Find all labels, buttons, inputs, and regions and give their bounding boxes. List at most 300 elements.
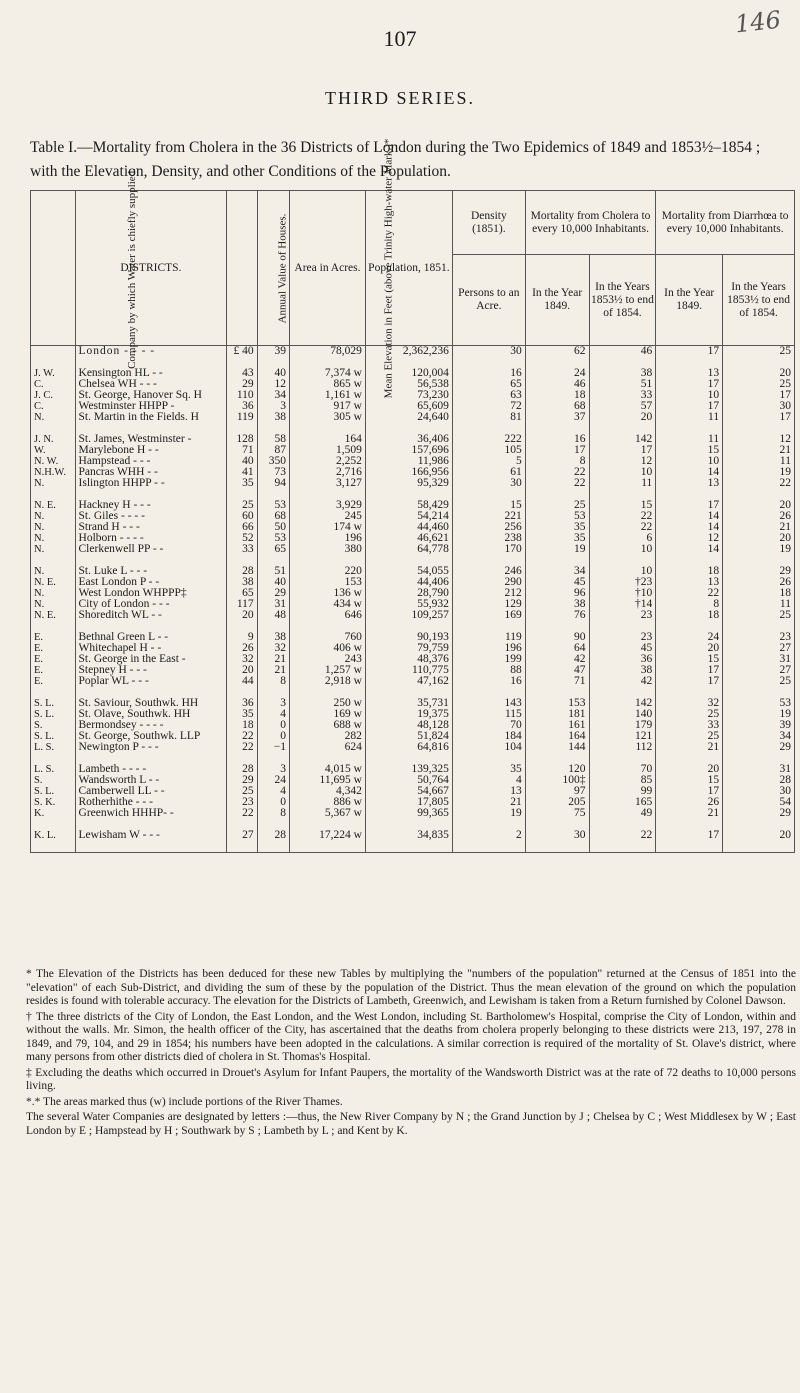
diarrhoea-1849-cell: 17 — [656, 830, 723, 841]
spacer-row — [31, 423, 795, 434]
company-cell: J. C. — [31, 390, 76, 401]
density-cell: 5 — [452, 456, 525, 467]
table-row — [31, 610, 795, 621]
company-cell: S. L. — [31, 709, 76, 720]
cholera-1849-cell — [525, 555, 589, 566]
population-cell: 95,329 — [365, 478, 452, 489]
elevation-cell: 4 — [257, 786, 289, 797]
diarrhoea-1849-cell: 18 — [656, 610, 723, 621]
population-cell — [365, 687, 452, 698]
population-cell: 110,775 — [365, 665, 452, 676]
cholera-1853-cell: 33 — [589, 390, 656, 401]
company-cell: N. — [31, 588, 76, 599]
area-cell: 624 — [290, 742, 366, 753]
table-row — [31, 742, 795, 753]
cholera-1849-cell — [525, 621, 589, 632]
company-cell — [31, 841, 76, 853]
diarrhoea-1853-cell: 25 — [723, 379, 795, 390]
district-cell — [75, 489, 227, 500]
area-cell: 220 — [290, 566, 366, 577]
density-cell: 19 — [452, 808, 525, 819]
population-cell: 50,764 — [365, 775, 452, 786]
district-cell — [75, 753, 227, 764]
diarrhoea-1849-cell: 8 — [656, 599, 723, 610]
diarrhoea-1853-cell — [723, 489, 795, 500]
cholera-1853-cell — [589, 555, 656, 566]
elevation-cell: 32 — [257, 643, 289, 654]
header-area: Area in Acres. — [290, 191, 366, 346]
cholera-1853-cell: 36 — [589, 654, 656, 665]
area-cell — [290, 687, 366, 698]
population-cell: 54,055 — [365, 566, 452, 577]
district-cell — [75, 841, 227, 853]
district-cell: Hampstead - - - — [75, 456, 227, 467]
district-cell: Westminster HHPP - — [75, 401, 227, 412]
cholera-1853-cell — [589, 687, 656, 698]
population-cell — [365, 841, 452, 853]
area-cell: 2,918 w — [290, 676, 366, 687]
diarrhoea-1849-cell — [656, 357, 723, 368]
cholera-1849-cell: 30 — [525, 830, 589, 841]
density-cell: 222 — [452, 434, 525, 445]
district-cell: Bermondsey - - - - — [75, 720, 227, 731]
cholera-1853-cell: 6 — [589, 533, 656, 544]
cholera-1849-cell: 64 — [525, 643, 589, 654]
diarrhoea-1853-cell: 54 — [723, 797, 795, 808]
company-cell: E. — [31, 654, 76, 665]
population-cell: 19,375 — [365, 709, 452, 720]
district-cell: City of London - - - — [75, 599, 227, 610]
header-cholera-1853: In the Years 1853½ to end of 1854. — [589, 255, 656, 346]
area-cell: 646 — [290, 610, 366, 621]
cholera-1853-cell: 179 — [589, 720, 656, 731]
cholera-1849-cell: 205 — [525, 797, 589, 808]
density-cell: 104 — [452, 742, 525, 753]
area-cell: 7,374 w — [290, 368, 366, 379]
annual-value-cell: £ 40 — [227, 346, 257, 358]
cholera-1853-cell: 12 — [589, 456, 656, 467]
header-diarrhoea-1849: In the Year 1849. — [656, 255, 723, 346]
diarrhoea-1849-cell — [656, 753, 723, 764]
district-cell: Strand H - - - — [75, 522, 227, 533]
cholera-1849-cell: 75 — [525, 808, 589, 819]
density-cell: 2 — [452, 830, 525, 841]
cholera-1853-cell: †14 — [589, 599, 656, 610]
population-cell: 73,230 — [365, 390, 452, 401]
diarrhoea-1849-cell: 13 — [656, 368, 723, 379]
district-cell: Poplar WL - - - — [75, 676, 227, 687]
company-cell: S. L. — [31, 731, 76, 742]
area-cell: 153 — [290, 577, 366, 588]
density-cell — [452, 841, 525, 853]
diarrhoea-1849-cell: 15 — [656, 445, 723, 456]
population-cell: 79,759 — [365, 643, 452, 654]
annual-value-cell: 41 — [227, 467, 257, 478]
population-cell — [365, 621, 452, 632]
elevation-cell — [257, 841, 289, 853]
footnote: * The Elevation of the Districts has been deduced for these new Tables by multiplying the "numbers of the population" returned at the Census of 1851 into the "elevation" of each Sub-District, and dividing the sum of these by the population of the District. Thus the mean elevation of the ground on which the population resides is found with tolerable accuracy. The elevation for the Districts of Lambeth, Greenwich, and Lewisham is taken from a Return furnished by Colonel Dawson. — [26, 968, 796, 1007]
density-cell — [452, 819, 525, 830]
cholera-1849-cell: 96 — [525, 588, 589, 599]
diarrhoea-1853-cell — [723, 841, 795, 853]
table-row — [31, 478, 795, 489]
elevation-cell: 4 — [257, 709, 289, 720]
area-cell: 2,252 — [290, 456, 366, 467]
diarrhoea-1849-cell — [656, 489, 723, 500]
district-cell: Clerkenwell PP - - — [75, 544, 227, 555]
company-cell: N.H.W. — [31, 467, 76, 478]
area-cell: 1,161 w — [290, 390, 366, 401]
cholera-1853-cell: 23 — [589, 632, 656, 643]
population-cell: 166,956 — [365, 467, 452, 478]
table-row — [31, 500, 795, 511]
company-cell — [31, 346, 76, 358]
header-density-group: Density (1851). — [452, 191, 525, 255]
cholera-1853-cell: 22 — [589, 830, 656, 841]
diarrhoea-1853-cell: 28 — [723, 775, 795, 786]
area-cell: 196 — [290, 533, 366, 544]
diarrhoea-1853-cell — [723, 555, 795, 566]
cholera-1853-cell: 22 — [589, 511, 656, 522]
density-cell — [452, 423, 525, 434]
elevation-cell: 53 — [257, 533, 289, 544]
district-cell: Newington P - - - — [75, 742, 227, 753]
table-row — [31, 467, 795, 478]
cholera-1853-cell: 17 — [589, 445, 656, 456]
diarrhoea-1853-cell: 11 — [723, 599, 795, 610]
spacer-row — [31, 687, 795, 698]
annual-value-cell — [227, 621, 257, 632]
cholera-1853-cell: †10 — [589, 588, 656, 599]
elevation-cell: 94 — [257, 478, 289, 489]
table-row — [31, 588, 795, 599]
area-cell: 3,127 — [290, 478, 366, 489]
company-cell: L. S. — [31, 764, 76, 775]
company-cell — [31, 555, 76, 566]
density-cell: 115 — [452, 709, 525, 720]
diarrhoea-1849-cell: 17 — [656, 401, 723, 412]
company-cell — [31, 687, 76, 698]
cholera-1849-cell: 76 — [525, 610, 589, 621]
spacer-row — [31, 753, 795, 764]
cholera-1853-cell: 10 — [589, 544, 656, 555]
annual-value-cell: 22 — [227, 742, 257, 753]
diarrhoea-1853-cell: 22 — [723, 478, 795, 489]
annual-value-cell: 66 — [227, 522, 257, 533]
district-cell: Whitechapel H - - — [75, 643, 227, 654]
spacer-row — [31, 621, 795, 632]
elevation-cell: 31 — [257, 599, 289, 610]
density-cell: 169 — [452, 610, 525, 621]
elevation-cell: 50 — [257, 522, 289, 533]
cholera-1849-cell: 161 — [525, 720, 589, 731]
cholera-1849-cell: 18 — [525, 390, 589, 401]
cholera-1849-cell — [525, 489, 589, 500]
district-cell — [75, 687, 227, 698]
elevation-cell: 53 — [257, 500, 289, 511]
diarrhoea-1853-cell: 27 — [723, 643, 795, 654]
diarrhoea-1853-cell: 29 — [723, 742, 795, 753]
cholera-1849-cell: 35 — [525, 533, 589, 544]
diarrhoea-1849-cell: 17 — [656, 500, 723, 511]
density-cell: 184 — [452, 731, 525, 742]
diarrhoea-1853-cell: 31 — [723, 764, 795, 775]
area-cell: 688 w — [290, 720, 366, 731]
diarrhoea-1849-cell: 25 — [656, 709, 723, 720]
diarrhoea-1849-cell: 32 — [656, 698, 723, 709]
diarrhoea-1853-cell: 29 — [723, 808, 795, 819]
diarrhoea-1853-cell: 27 — [723, 665, 795, 676]
population-cell: 48,376 — [365, 654, 452, 665]
company-cell: J. N. — [31, 434, 76, 445]
diarrhoea-1853-cell — [723, 687, 795, 698]
cholera-1849-cell: 62 — [525, 346, 589, 358]
spacer-row — [31, 357, 795, 368]
diarrhoea-1849-cell — [656, 819, 723, 830]
diarrhoea-1853-cell: 30 — [723, 401, 795, 412]
district-cell: St. Olave, Southwk. HH — [75, 709, 227, 720]
cholera-1849-cell — [525, 819, 589, 830]
table-row — [31, 511, 795, 522]
company-cell — [31, 423, 76, 434]
area-cell: 406 w — [290, 643, 366, 654]
cholera-1849-cell: 22 — [525, 478, 589, 489]
company-cell: S. K. — [31, 797, 76, 808]
cholera-1849-cell: 38 — [525, 599, 589, 610]
population-cell: 120,004 — [365, 368, 452, 379]
annual-value-cell: 25 — [227, 786, 257, 797]
density-cell: 16 — [452, 676, 525, 687]
population-cell: 34,835 — [365, 830, 452, 841]
annual-value-cell: 65 — [227, 588, 257, 599]
annual-value-cell: 110 — [227, 390, 257, 401]
cholera-1849-cell: 68 — [525, 401, 589, 412]
company-cell — [31, 357, 76, 368]
cholera-1849-cell — [525, 423, 589, 434]
density-cell: 105 — [452, 445, 525, 456]
header-population: Population, 1851. — [365, 191, 452, 346]
table-row — [31, 390, 795, 401]
district-cell: Rotherhithe - - - — [75, 797, 227, 808]
district-cell: Kensington HL - - — [75, 368, 227, 379]
elevation-cell: 68 — [257, 511, 289, 522]
annual-value-cell — [227, 841, 257, 853]
elevation-cell: 87 — [257, 445, 289, 456]
density-cell: 238 — [452, 533, 525, 544]
diarrhoea-1853-cell: 20 — [723, 830, 795, 841]
series-title: THIRD SERIES. — [324, 88, 475, 108]
cholera-1853-cell — [589, 423, 656, 434]
population-cell: 64,778 — [365, 544, 452, 555]
cholera-1849-cell: 17 — [525, 445, 589, 456]
header-elevation: Mean Elevation in Feet (above Trinity High-water Mark.)* — [257, 191, 289, 346]
district-cell: Camberwell LL - - — [75, 786, 227, 797]
table-row — [31, 456, 795, 467]
district-cell: St. George, Hanover Sq. H — [75, 390, 227, 401]
population-cell: 56,538 — [365, 379, 452, 390]
diarrhoea-1853-cell — [723, 357, 795, 368]
table-row — [31, 665, 795, 676]
page-number: 107 — [383, 26, 417, 51]
density-cell — [452, 687, 525, 698]
density-cell: 256 — [452, 522, 525, 533]
table-row — [31, 445, 795, 456]
density-cell — [452, 555, 525, 566]
cholera-1853-cell: 10 — [589, 467, 656, 478]
area-cell — [290, 555, 366, 566]
elevation-cell: 29 — [257, 588, 289, 599]
company-cell: N. E. — [31, 577, 76, 588]
population-cell: 46,621 — [365, 533, 452, 544]
table-row — [31, 830, 795, 841]
table-row — [31, 709, 795, 720]
diarrhoea-1849-cell: 33 — [656, 720, 723, 731]
table-row — [31, 786, 795, 797]
annual-value-cell: 29 — [227, 775, 257, 786]
district-cell: Islington HHPP - - — [75, 478, 227, 489]
elevation-cell: 8 — [257, 808, 289, 819]
annual-value-cell: 36 — [227, 698, 257, 709]
diarrhoea-1853-cell: 18 — [723, 588, 795, 599]
cholera-1853-cell: 85 — [589, 775, 656, 786]
elevation-cell: 0 — [257, 797, 289, 808]
population-cell: 58,429 — [365, 500, 452, 511]
annual-value-cell: 38 — [227, 577, 257, 588]
company-cell: N. W. — [31, 456, 76, 467]
area-cell: 865 w — [290, 379, 366, 390]
diarrhoea-1849-cell: 10 — [656, 456, 723, 467]
elevation-cell: 58 — [257, 434, 289, 445]
cholera-1849-cell: 37 — [525, 412, 589, 423]
company-cell: L. S. — [31, 742, 76, 753]
annual-value-cell: 44 — [227, 676, 257, 687]
footnote: The several Water Companies are designated by letters :—thus, the New River Company by N ; the Grand Junction by J ; Chelsea by C ; West Middlesex by W ; East London by E ; Hampstead by H ; Southwark by S ; Lambeth by L ; and Kent by K. — [26, 1111, 796, 1137]
company-cell: S. L. — [31, 786, 76, 797]
cholera-1849-cell: 19 — [525, 544, 589, 555]
diarrhoea-1853-cell — [723, 819, 795, 830]
district-cell: St. George in the East - — [75, 654, 227, 665]
annual-value-cell — [227, 687, 257, 698]
cholera-1853-cell: 165 — [589, 797, 656, 808]
cholera-1849-cell — [525, 687, 589, 698]
elevation-cell — [257, 357, 289, 368]
density-cell: 221 — [452, 511, 525, 522]
density-cell: 88 — [452, 665, 525, 676]
company-cell: E. — [31, 665, 76, 676]
cholera-1849-cell: 120 — [525, 764, 589, 775]
district-cell: West London WHPPP‡ — [75, 588, 227, 599]
annual-value-cell: 119 — [227, 412, 257, 423]
area-cell: 380 — [290, 544, 366, 555]
diarrhoea-1849-cell: 18 — [656, 566, 723, 577]
annual-value-cell: 35 — [227, 709, 257, 720]
area-cell: 1,257 w — [290, 665, 366, 676]
annual-value-cell: 35 — [227, 478, 257, 489]
district-cell: Wandsworth L - - — [75, 775, 227, 786]
diarrhoea-1849-cell: 15 — [656, 654, 723, 665]
table-row — [31, 775, 795, 786]
diarrhoea-1853-cell: 19 — [723, 709, 795, 720]
area-cell: 434 w — [290, 599, 366, 610]
density-cell — [452, 489, 525, 500]
diarrhoea-1849-cell: 26 — [656, 797, 723, 808]
population-cell: 139,325 — [365, 764, 452, 775]
cholera-1849-cell: 24 — [525, 368, 589, 379]
table-row — [31, 379, 795, 390]
diarrhoea-1853-cell: 30 — [723, 786, 795, 797]
elevation-cell: 40 — [257, 577, 289, 588]
diarrhoea-1853-cell: 20 — [723, 368, 795, 379]
spacer-row — [31, 555, 795, 566]
header-company: Company by which Water is chiefly supplied. — [31, 191, 76, 346]
density-cell: 170 — [452, 544, 525, 555]
density-cell: 143 — [452, 698, 525, 709]
elevation-cell: 34 — [257, 390, 289, 401]
diarrhoea-1849-cell: 11 — [656, 434, 723, 445]
annual-value-cell: 52 — [227, 533, 257, 544]
population-cell: 51,824 — [365, 731, 452, 742]
diarrhoea-1849-cell: 14 — [656, 467, 723, 478]
annual-value-cell: 22 — [227, 808, 257, 819]
diarrhoea-1849-cell — [656, 621, 723, 632]
annual-value-cell: 43 — [227, 368, 257, 379]
company-cell: C. — [31, 379, 76, 390]
cholera-1849-cell: 144 — [525, 742, 589, 753]
company-cell: N. — [31, 522, 76, 533]
cholera-1849-cell: 42 — [525, 654, 589, 665]
population-cell: 24,640 — [365, 412, 452, 423]
district-cell: St. Luke L - - - — [75, 566, 227, 577]
cholera-1853-cell: 57 — [589, 401, 656, 412]
annual-value-cell: 22 — [227, 731, 257, 742]
cholera-1853-cell: 142 — [589, 698, 656, 709]
annual-value-cell — [227, 819, 257, 830]
elevation-cell: 48 — [257, 610, 289, 621]
population-cell: 28,790 — [365, 588, 452, 599]
population-cell: 47,162 — [365, 676, 452, 687]
annual-value-cell: 20 — [227, 610, 257, 621]
population-cell: 157,696 — [365, 445, 452, 456]
company-cell: W. — [31, 445, 76, 456]
cholera-1849-cell: 164 — [525, 731, 589, 742]
diarrhoea-1853-cell: 12 — [723, 434, 795, 445]
annual-value-cell: 27 — [227, 830, 257, 841]
footnote: ‡ Excluding the deaths which occurred in Drouet's Asylum for Infant Paupers, the mortality of the Wandsworth District was at the rate of 72 deaths to 10,000 persons living. — [26, 1066, 796, 1092]
district-cell — [75, 423, 227, 434]
diarrhoea-1849-cell: 17 — [656, 665, 723, 676]
company-cell — [31, 753, 76, 764]
cholera-1853-cell: 142 — [589, 434, 656, 445]
annual-value-cell — [227, 555, 257, 566]
cholera-1853-cell: 70 — [589, 764, 656, 775]
area-cell: 1,509 — [290, 445, 366, 456]
area-cell — [290, 357, 366, 368]
table-row — [31, 412, 795, 423]
table-row — [31, 731, 795, 742]
company-cell: N. — [31, 599, 76, 610]
diarrhoea-1853-cell: 39 — [723, 720, 795, 731]
population-cell: 17,805 — [365, 797, 452, 808]
diarrhoea-1849-cell: 13 — [656, 478, 723, 489]
table-row — [31, 368, 795, 379]
district-cell: Hackney H - - - — [75, 500, 227, 511]
population-cell — [365, 753, 452, 764]
cholera-1853-cell — [589, 841, 656, 853]
annual-value-cell: 28 — [227, 764, 257, 775]
annual-value-cell: 25 — [227, 500, 257, 511]
density-cell: 65 — [452, 379, 525, 390]
diarrhoea-1849-cell: 20 — [656, 764, 723, 775]
